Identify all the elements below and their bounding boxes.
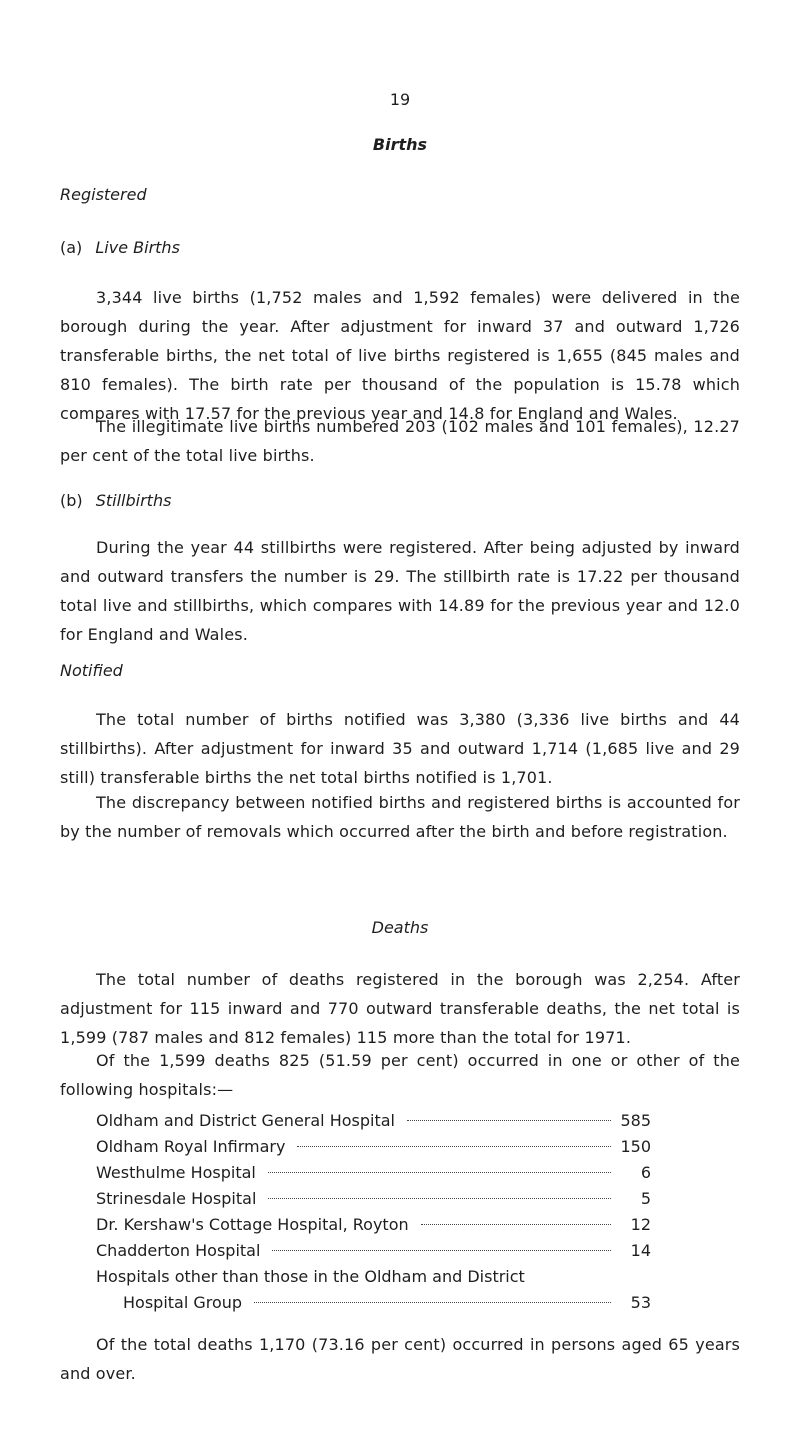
hospital-row [96, 1186, 651, 1212]
paragraph-discrepancy: The discrepancy between notified births and registered births is accounted for by the number of removals which occurred after the birth and before registration. [60, 793, 740, 841]
page-number: 19 [389, 90, 411, 109]
paragraph-deaths-total: The total number of deaths registered in the borough was 2,254. After adjustment for 115 inward and 770 outward transferable deaths, the net total is 1,599 (787 males and 812 females) 115 more than the total for 1971. [60, 970, 740, 1047]
hospital-row [96, 1108, 651, 1134]
hospital-count: 585 [620, 1111, 651, 1130]
paragraph-stillbirths: During the year 44 stillbirths were registered. After being adjusted by inward and outward transfers the number is 29. The stillbirth rate is 17.22 per thousand total live and stillbirths, which compares with 14.89 for the previous year and 12.0 for England and Wales. [60, 538, 740, 644]
heading-registered: Registered [60, 185, 147, 204]
paragraph-deaths-hospitals: Of the 1,599 deaths 825 (51.59 per cent) occurred in one or other of the following hospitals:— [60, 1051, 740, 1099]
section-title-deaths: Deaths [371, 918, 429, 937]
hospital-row [96, 1264, 651, 1290]
paragraph-live-births: 3,344 live births (1,752 males and 1,592 females) were delivered in the borough during the year. After adjustment for inward 37 and outward 1,726 transferable births, the net total of live births registered is 1,655 (845 males and 810 females). The birth rate per thousand of the population is 15.78 which compares with 17.57 for the previous year and 14.8 for England and Wales. [60, 288, 740, 423]
section-title-births: Births [372, 135, 428, 154]
hospital-count: 12 [630, 1215, 651, 1234]
leader-dots [268, 1172, 611, 1173]
subheading-text: Live Births [95, 238, 180, 257]
leader-dots [407, 1120, 611, 1121]
hospital-count: 5 [640, 1189, 651, 1208]
hospital-name: Dr. Kershaw's Cottage Hospital, Royton [96, 1215, 409, 1234]
hospital-name: Strinesdale Hospital [96, 1189, 257, 1208]
subheading-text: Stillbirths [95, 491, 172, 510]
leader-dots [297, 1146, 611, 1147]
subheading-stillbirths [60, 489, 171, 513]
hospital-row [96, 1134, 651, 1160]
subheading-live-births [60, 236, 180, 260]
hospital-row [96, 1212, 651, 1238]
hospital-row [96, 1238, 651, 1264]
hospital-name: Hospitals other than those in the Oldham and District [96, 1267, 525, 1286]
hospital-count: 53 [630, 1293, 651, 1312]
leader-dots [268, 1198, 611, 1199]
hospital-row-continued [123, 1290, 651, 1316]
hospital-name: Chadderton Hospital [96, 1241, 261, 1260]
hospital-name: Hospital Group [123, 1293, 243, 1312]
hospital-name: Oldham Royal Infirmary [96, 1137, 286, 1156]
hospital-row [96, 1160, 651, 1186]
heading-notified: Notified [60, 661, 123, 680]
leader-dots [421, 1224, 611, 1225]
paragraph-notified-births: The total number of births notified was 3,380 (3,336 live births and 44 stillbirths). After adjustment for inward 35 and outward 1,714 (1,685 live and 29 still) transferable births the net total births notified is 1,701. [60, 710, 740, 787]
paragraph-deaths-over-65: Of the total deaths 1,170 (73.16 per cent) occurred in persons aged 65 years and over. [60, 1335, 740, 1383]
hospital-name: Westhulme Hospital [96, 1163, 256, 1182]
paragraph-illegitimate-births: The illegitimate live births numbered 203 (102 males and 101 females), 12.27 per cent of the total live births. [60, 417, 740, 465]
hospital-count: 14 [630, 1241, 651, 1260]
subheading-label: (b) [60, 491, 83, 510]
hospital-name: Oldham and District General Hospital [96, 1111, 395, 1130]
hospital-count: 150 [620, 1137, 651, 1156]
leader-dots [254, 1302, 611, 1303]
subheading-label: (a) [60, 238, 83, 257]
hospital-count: 6 [640, 1163, 651, 1182]
leader-dots [272, 1250, 611, 1251]
